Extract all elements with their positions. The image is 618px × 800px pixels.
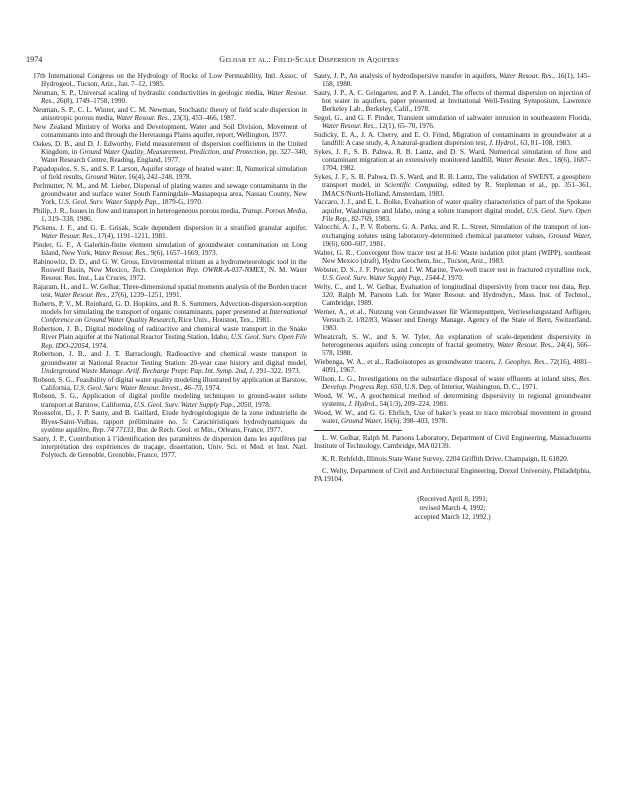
manuscript-history	[314, 495, 591, 522]
reference-entry	[33, 283, 307, 299]
reference-entry	[314, 333, 591, 358]
reference-source-italic: Scientific Computing,	[384, 181, 449, 190]
reference-text: Rajaram, H., and L. W. Gelhar, Three-dimensional spatial moments analysis of the Borden tracer test,	[33, 283, 307, 300]
reference-entry	[33, 241, 307, 257]
received-date: (Received April 8, 1991;	[417, 495, 488, 504]
reference-source-italic: U.S. Geol. Surv. Water Resour. Invest., 46–73,	[73, 383, 204, 392]
reference-citation-details: 82-769, 1983.	[349, 214, 392, 223]
reference-text: 17th International Congress on the Hydrology of Rocks of Low Permeability, Intl. Assoc. of Hydrogeol., Tucson, Ariz., Jan. 7–12, 1985.	[33, 72, 307, 89]
reference-citation-details: 16(4), 242–248, 1978.	[126, 173, 192, 182]
reference-citation-details: 26(8), 1749–1758, 1990.	[54, 97, 127, 106]
reference-source-italic: Water Resour. Res.,	[41, 88, 307, 106]
reference-source-italic: J. Hydrol.,	[348, 400, 379, 409]
reference-citation-details: 54(1/3), 209–224, 1981.	[378, 400, 449, 409]
reference-citation-details: 1978.	[252, 400, 271, 409]
reference-text: Robertson, J. B., and J. T. Barraclough, Radioactive and chemical waste transport in groundwater at National Reactor Testing Station: 20-year case history and digital model,	[33, 350, 307, 367]
reference-citation-details: Ralph M. Parsons Lab. for Water Resour. and Hydrodyn., Mass. Inst. of Technol., Cambridge, 1989.	[322, 290, 591, 307]
reference-source-italic: Rep. 320,	[322, 282, 591, 299]
reference-text: Pinder, G. F., A Galerkin-finite element simulation of groundwater contamination on Long Island, New York,	[33, 240, 307, 258]
reference-source-italic: Ground Water,	[548, 231, 592, 240]
reference-entry	[33, 300, 307, 325]
reference-text: Walter, G. R., Convergent flow tracer test at H-6: Waste isolation pilot plant (WIPP), southeast New Mexico (draft), Hydro Geochem, Inc., Tucson, Ariz., 1983.	[314, 248, 591, 265]
reference-text: Oakes, D. B., and D. J. Edworthy, Field measurement of dispersion coefficients in the United Kingdom, in	[33, 139, 307, 157]
reference-citation-details: 1879-G, 1970.	[159, 198, 203, 207]
reference-source-italic: Rep. 74 77133,	[92, 425, 136, 434]
reference-source-italic: Tech. Completion Rep. OWRR-A-037-NMEX,	[132, 266, 266, 275]
reference-text: Sauty, J. P., A. C. Gringarten, and P. A. Landel, The effects of thermal dispersion on injection of hot water in aquifers, paper presented at Invitational Well-Testing Symposium, Lawrence Berkeley Lab., Berkeley, Calif., 1978.	[314, 88, 591, 114]
reference-source-italic: Res. Develop. Progress Rep. 650,	[322, 374, 591, 392]
reference-source-italic: Transp. Porous Media,	[241, 207, 307, 216]
reference-source-italic: U.S. Geol. Surv. Water Supply Pap., 1544-I,	[322, 273, 446, 282]
reference-entry	[314, 308, 591, 333]
reference-text: Welty, C., and L. W. Gelhar, Evaluation of longitudinal dispersivity from tracer test data,	[314, 282, 579, 291]
reference-text: Robson, S. G., Feasibility of digital water quality modeling illustrated by application at Barstow, California,	[33, 375, 307, 392]
running-head: Gelhar et al.: Field-Scale Dispersion in Aquifers	[219, 55, 399, 64]
author-affiliations	[314, 434, 591, 483]
reference-source-italic: Water Resour. Res.,	[499, 72, 556, 80]
reference-source-italic: U.S. Geol. Surv. Open File Rep.,	[322, 206, 591, 223]
reference-source-italic: Underground Waste Manage. Artif. Recharge Prepr. Pap. Int. Symp. 2nd, 1,	[41, 366, 255, 375]
reference-text: Werner, A., et al., Nutzung von Grundwasser für Wärmepumpen, Verrieselungsstand Aefligen, Versuch 2, 1/82/83, Wasser und Energy Manage. Agency of the State of Bern, Switzerland, 1983.	[314, 307, 591, 333]
reference-text: Papadopulos, S. S., and S. P. Larson, Aquifer storage of heated water: II, Numerical simulation of field results,	[33, 164, 307, 182]
reference-text: New Zealand Ministry of Works and Development, Water and Soil Division, Movement of contaminants into and through the Heretaunga Plains aquifer, report, Wellington, 1977.	[33, 122, 307, 140]
reference-citation-details: 23(3), 453–466, 1987.	[171, 114, 237, 123]
reference-entry	[33, 376, 307, 392]
reference-text: Webster, D. S., J. F. Procter, and I. W. Marine, Two-well tracer test in fractured crystalline rock,	[314, 265, 591, 274]
reference-source-italic: U.S. Geol. Surv. Water Supply Pap., 2050,	[133, 400, 253, 409]
reference-citation-details: 16(1), 145–158, 1980.	[322, 72, 591, 89]
reference-entry	[33, 409, 307, 434]
reference-source-italic: U.S. Geol. Surv. Open File Rep. IDO-22054,	[41, 333, 307, 350]
right-references-list	[314, 72, 591, 425]
reference-text: Sauty, J. P., An analysis of hydrodispersive transfer in aquifers,	[314, 72, 500, 80]
reference-citation-details: pp. 327–340, Water Research Centre, Reading, England, 1977.	[41, 148, 307, 165]
reference-citation-details: Rice Univ., Houston, Tex., 1981.	[176, 316, 272, 325]
reference-entry	[314, 89, 591, 114]
accepted-date: accepted March 12, 1992.)	[414, 513, 491, 522]
reference-text: Pickens, J. F., and G. E. Grisak, Scale dependent dispersion in a stratified granular aquifer,	[33, 224, 307, 233]
reference-entry	[33, 106, 307, 122]
reference-text: Sykes, J. F., S. B. Pahwa, R. B. Lantz, and D. S. Ward, Numerical simulation of flow and contaminant migration at an extensively monitored landfill,	[314, 148, 591, 165]
reference-text: Vaccaro, J. J., and E. L. Bolke, Evaluation of water quality characteristics of part of the Spokane aquifer, Washington and Idaho, using a solute transport digital model,	[314, 198, 591, 215]
reference-text: Wiebenga, W. A., et al., Radioisotopes as groundwater tracers,	[314, 358, 498, 367]
reference-entry	[33, 258, 307, 283]
reference-source-italic: Water Resour. Res.,	[322, 122, 378, 131]
reference-citation-details: 16(6), 398–403, 1978.	[382, 417, 448, 426]
reference-source-italic: Ground Water Quality, Measurement, Prediction, and Protection,	[79, 148, 268, 157]
reference-text: Sudicky, E. A., J. A. Cherry, and E. O. Frind, Migration of contaminants in groundwater at a landfill: A case study, 4, A natural-gradient dispersion test,	[314, 131, 591, 148]
reference-entry	[314, 392, 591, 408]
reference-entry	[314, 173, 591, 198]
reference-citation-details: 291–322, 1973.	[254, 366, 301, 375]
reference-entry	[33, 165, 307, 181]
reference-entry	[314, 223, 591, 248]
reference-text: Rousselot, D., J. P. Sauty, and B. Gaillard, Etude hydrogéologique de la zone industrielle de Blyes-Saint-Vulbas, rapport préliminaire no. 5: Caractéristiques hydrodynamiques du système aquifère,	[33, 409, 307, 434]
reference-entry	[33, 392, 307, 408]
reference-citation-details: N. M. Water Resour. Res. Inst., Las Cruces, 1972.	[41, 266, 307, 283]
reference-entry	[314, 131, 591, 147]
reference-source-italic: Water Resour. Res.,	[495, 156, 552, 165]
reference-text: Robson, S. G., Application of digital profile modeling techniques to ground-water solute transport at Barstow, California,	[33, 392, 307, 409]
left-reference-column	[33, 72, 307, 460]
reference-source-italic: Water Resour. Res.,	[93, 249, 150, 258]
reference-entry	[33, 350, 307, 375]
reference-citation-details: 1974.	[203, 383, 222, 392]
reference-text: Roberts, P. V., M. Reinhard, G. D. Hopkins, and R. S. Summers, Advection-dispersion-sorption models for simulating the transport of organic contaminants, paper presented at	[33, 300, 307, 317]
reference-entry	[33, 325, 307, 350]
references-end-rule	[314, 430, 402, 431]
reference-source-italic: J. Hydrol.,	[488, 139, 519, 148]
reference-citation-details: 72(16), 4081–4091, 1967.	[322, 358, 591, 375]
reference-entry	[33, 435, 307, 460]
reference-text: Wood, W. W., and G. G. Ehrlich, Use of baker’s yeast to trace microbial movement in ground water,	[314, 408, 591, 426]
reference-citation-details: 63, 81–108, 1983.	[518, 139, 572, 148]
reference-text: Philip, J. R., Issues in flow and transport in heterogeneous porous media,	[33, 207, 242, 216]
reference-text: Perlmutter, N. M., and M. Lieber, Dispersal of plating wastes and sewage contaminants in the groundwater and surface water South Farmingdale–Massapequa area, Nassau County, New York,	[33, 181, 307, 207]
reference-text: Wilson, L. G., Investigations on the subsurface disposal of waste effluents at inland sites,	[314, 374, 579, 383]
reference-text: Wood, W. W., A geochemical method of determining dispersivity in regional groundwater systems,	[314, 391, 591, 409]
reference-source-italic: Water Resour. Res.,	[41, 232, 97, 241]
reference-entry	[314, 148, 591, 173]
reference-text: Segol, G., and G. F. Pinder, Transient simulation of saltwater intrusion in southeastern Florida,	[314, 114, 591, 123]
reference-citation-details: U.S. Dep. of Interior, Washington, D. C., 1971.	[402, 383, 538, 392]
author-affiliation: K. R. Rehfeldt, Illinois State Water Survey, 2204 Griffith Drive, Champaign, IL 61820.	[322, 454, 569, 463]
reference-text: Neuman, S. P., C. L. Winter, and C. M. Newman, Stochastic theory of field scale dispersion in anisotropic porous media,	[33, 105, 307, 123]
reference-entry	[33, 207, 307, 223]
reference-text: Sykes, J. F., S. B. Pahwa, D. S. Ward, and R. B. Lantz, The validation of SWENT, a geosphere transport model, in	[314, 173, 591, 190]
reference-entry	[314, 249, 591, 265]
reference-entry	[314, 266, 591, 282]
reference-entry	[33, 123, 307, 139]
author-affiliation: L. W. Gelhar, Ralph M. Parsons Laboratory, Department of Civil Engineering, Massachusetts Institute of Technology, Cambridge, MA 02139.	[314, 434, 591, 451]
reference-citation-details: 1970.	[445, 273, 464, 282]
page-number: 1974	[26, 55, 43, 64]
reference-text: Sauty, J. P., Contribution à l’identification des paramètres de dispersion dans les aquifères par interprétation des expériences de traçage, dissertation, Univ. Sci. et Med. et Inst. Natl. Polytech. de Grenoble, Grenoble, France, 1977.	[33, 434, 307, 459]
reference-citation-details: 1, 319–338, 1986.	[41, 215, 93, 224]
reference-citation-details: 19(6), 600–607, 1981.	[322, 239, 386, 248]
page-header	[26, 54, 592, 66]
reference-source-italic: Ground Water,	[85, 173, 127, 182]
reference-entry	[314, 114, 591, 130]
reference-text: Valocchi, A. J., P. V. Roberts, G. A. Parks, and R. L. Street, Simulation of the transport of ion-exchanging solutes using laboratory-determined chemical parameter values,	[314, 223, 591, 240]
reference-source-italic: Water Resour. Res.,	[497, 341, 555, 350]
reference-text: Wheatcraft, S. W., and S. W. Tyler, An explanation of scale-dependent dispersivity in heterogeneous aquifers using concepts of fractal geometry,	[314, 332, 591, 350]
reference-entry	[314, 72, 591, 88]
reference-citation-details: 27(6), 1239–1251, 1991.	[109, 291, 182, 300]
reference-citation-details: edited by R. Stepleman et al., pp. 351–361, IMACS/North-Holland, Amsterdam, 1983.	[322, 181, 591, 198]
reference-citation-details: 18(6), 1687–1704, 1982.	[322, 156, 592, 173]
reference-citation-details: 24(4), 566–578, 1988.	[322, 341, 591, 358]
reference-entry	[33, 140, 307, 165]
revised-date: revised March 4, 1992;	[419, 504, 486, 513]
reference-citation-details: 9(6), 1657–1669, 1973.	[149, 249, 218, 258]
reference-source-italic: International Conference on Ground Water Quality Research,	[41, 308, 307, 325]
reference-source-italic: Water Resour. Res.,	[116, 114, 172, 123]
reference-entry	[314, 409, 591, 425]
reference-entry	[33, 89, 307, 105]
reference-text: Neuman, S. P., Universal scaling of hydraulic conductivities in geologic media,	[33, 88, 267, 97]
reference-entry	[314, 375, 591, 391]
reference-text: Robertson, J. B., Digital modeling of radioactive and chemical waste transport in the Snake River Plain aquifer at the National Reactor Testing Station, Idaho,	[33, 325, 307, 342]
reference-entry	[314, 283, 591, 308]
reference-citation-details: Bur. de Rech. Geol. et Min., Orleans, France, 1977.	[135, 425, 283, 434]
reference-source-italic: J. Geophys. Res.,	[497, 358, 548, 367]
reference-text: Rabinowitz, D. D., and G. W. Gross, Environmental tritium as a hydrometeorologic tool in the Roswell Basin, New Mexico,	[33, 257, 307, 275]
reference-citation-details: 1974.	[90, 341, 108, 350]
reference-source-italic: U.S. Geol. Surv. Water Supply Pap.,	[58, 198, 160, 207]
right-reference-column	[314, 72, 591, 522]
reference-entry	[33, 182, 307, 207]
reference-citation-details: 12(1), 65–70, 1976.	[377, 122, 435, 131]
reference-source-italic: Water Resour. Res.,	[54, 291, 110, 300]
author-affiliation: C. Welty, Department of Civil and Architectural Engineering, Drexel University, Philadelphia, PA 19104.	[314, 466, 591, 484]
reference-entry	[33, 72, 307, 88]
reference-entry	[33, 224, 307, 240]
reference-citation-details: 17(4), 1191–1211, 1981.	[96, 232, 168, 241]
reference-entry	[314, 198, 591, 223]
reference-entry	[314, 358, 591, 374]
reference-source-italic: Ground Water,	[340, 417, 383, 426]
